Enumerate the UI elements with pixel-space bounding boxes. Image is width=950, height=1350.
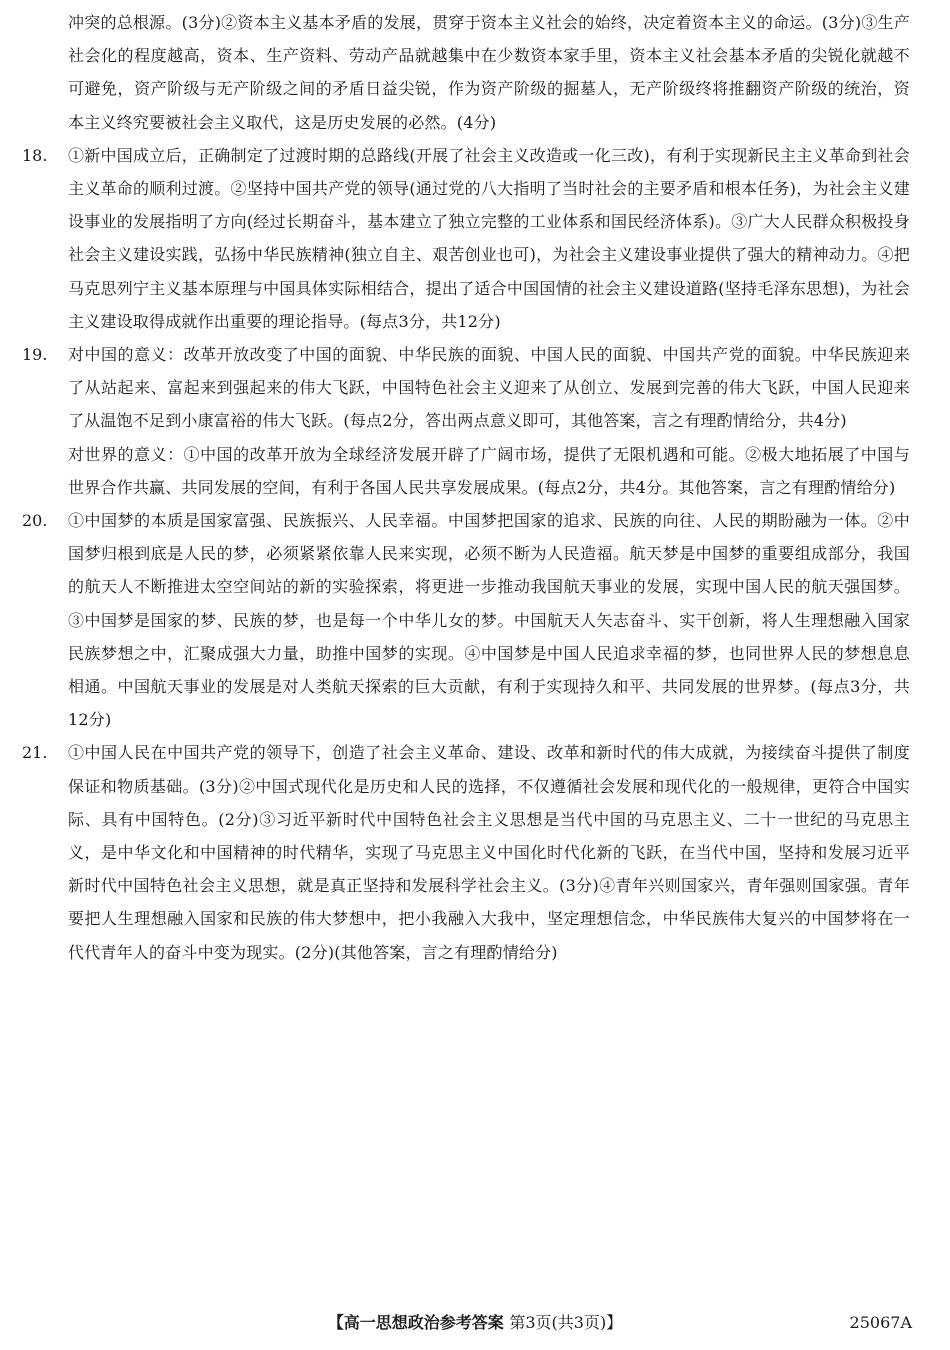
question-number: 19. [22, 345, 48, 365]
footer-page-number: 第3页(共3页)】 [509, 1313, 623, 1332]
question-number: 20. [22, 511, 48, 531]
answer-17-continuation-text: 冲突的总根源。(3分)②资本主义基本矛盾的发展，贯穿于资本主义社会的始终，决定着资本主义的命运。(3分)③生产社会化的程度越高，资本、生产资料、劳动产品就越集中在少数资本家手里，资本主义社会基本矛盾的尖锐化就越不可避免，资产阶级与无产阶级之间的矛盾日益尖锐，作为资产阶级的掘墓人，无产阶级终将推翻资产阶级的统治，资本主义终究要被社会主义取代，这是历史发展的必然。(4分) [68, 13, 910, 132]
answer-19-world-significance-text: 对世界的意义：①中国的改革开放为全球经济发展开辟了广阔市场，提供了无限机遇和可能。②极大地拓展了中国与世界合作共赢、共同发展的空间，有利于各国人民共享发展成果。(每点2分，共4分。其他答案，言之有理酌情给分) [68, 444, 910, 497]
answer-content [22, 6, 910, 969]
answer-18 [22, 139, 910, 338]
answer-21 [22, 736, 910, 968]
document-code: 25067A [849, 1313, 912, 1332]
answer-21-text: ①中国人民在中国共产党的领导下，创造了社会主义革命、建设、改革和新时代的伟大成就，为接续奋斗提供了制度保证和物质基础。(3分)②中国式现代化是历史和人民的选择，不仅遵循社会发展和现代化的一般规律，更符合中国实际、具有中国特色。(2分)③习近平新时代中国特色社会主义思想是当代中国的马克思主义、二十一世纪的马克思主义，是中华文化和中国精神的时代精华，实现了马克思主义中国化时代化新的飞跃，在当代中国，坚持和发展习近平新时代中国特色社会主义思想，就是真正坚持和发展科学社会主义。(3分)④青年兴则国家兴，青年强则国家强。青年要把人生理想融入国家和民族的伟大梦想中，把小我融入大我中，坚定理想信念，中华民族伟大复兴的中国梦将在一代代青年人的奋斗中变为现实。(2分)(其他答案，言之有理酌情给分) [68, 743, 910, 962]
footer-title: 【高一思想政治参考答案 [327, 1313, 504, 1332]
answer-18-text: ①新中国成立后，正确制定了过渡时期的总路线(开展了社会主义改造或一化三改)，有利于实现新民主主义革命到社会主义革命的顺利过渡。②坚持中国共产党的领导(通过党的八大指明了当时社会的主要矛盾和根本任务)，为社会主义建设事业的发展指明了方向(经过长期奋斗，基本建立了独立完整的工业体系和国民经济体系)。③广大人民群众积极投身社会主义建设实践，弘扬中华民族精神(独立自主、艰苦创业也可)，为社会主义建设事业提供了强大的精神动力。④把马克思列宁主义基本原理与中国具体实际相结合，提出了适合中国国情的社会主义建设道路(坚持毛泽东思想)，为社会主义建设取得成就作出重要的理论指导。(每点3分，共12分) [68, 145, 910, 331]
answer-19 [22, 338, 910, 438]
page-footer [0, 1308, 950, 1338]
answer-20-text: ①中国梦的本质是国家富强、民族振兴、人民幸福。中国梦把国家的追求、民族的向往、人民的期盼融为一体。②中国梦归根到底是人民的梦，必须紧紧依靠人民来实现，必须不断为人民造福。航天梦是中国梦的重要组成部分，我国的航天人不断推进太空空间站的新的实验探索，将更进一步推动我国航天事业的发展，实现中国人民的航天强国梦。③中国梦是国家的梦、民族的梦，也是每一个中华儿女的梦。中国航天人矢志奋斗、实干创新，将人生理想融入国家民族梦想之中，汇聚成强大力量，助推中国梦的实现。④中国梦是中国人民追求幸福的梦，也同世界人民的梦想息息相通。中国航天事业的发展是对人类航天探索的巨大贡献，有利于实现持久和平、共同发展的世界梦。(每点3分，共12分) [68, 511, 910, 730]
answer-19-china-significance-text: 对中国的意义：改革开放改变了中国的面貌、中华民族的面貌、中国人民的面貌、中国共产党的面貌。中华民族迎来了从站起来、富起来到强起来的伟大飞跃，中国特色社会主义迎来了从创立、发展到完善的伟大飞跃，中国人民迎来了从温饱不足到小康富裕的伟大飞跃。(每点2分，答出两点意义即可，其他答案，言之有理酌情给分，共4分) [68, 345, 910, 431]
question-number: 18. [22, 145, 48, 165]
answer-19-world [68, 438, 910, 504]
answer-20 [22, 504, 910, 736]
answer-continuation [68, 6, 910, 139]
question-number: 21. [22, 743, 48, 763]
footer-title-line [0, 1308, 950, 1338]
